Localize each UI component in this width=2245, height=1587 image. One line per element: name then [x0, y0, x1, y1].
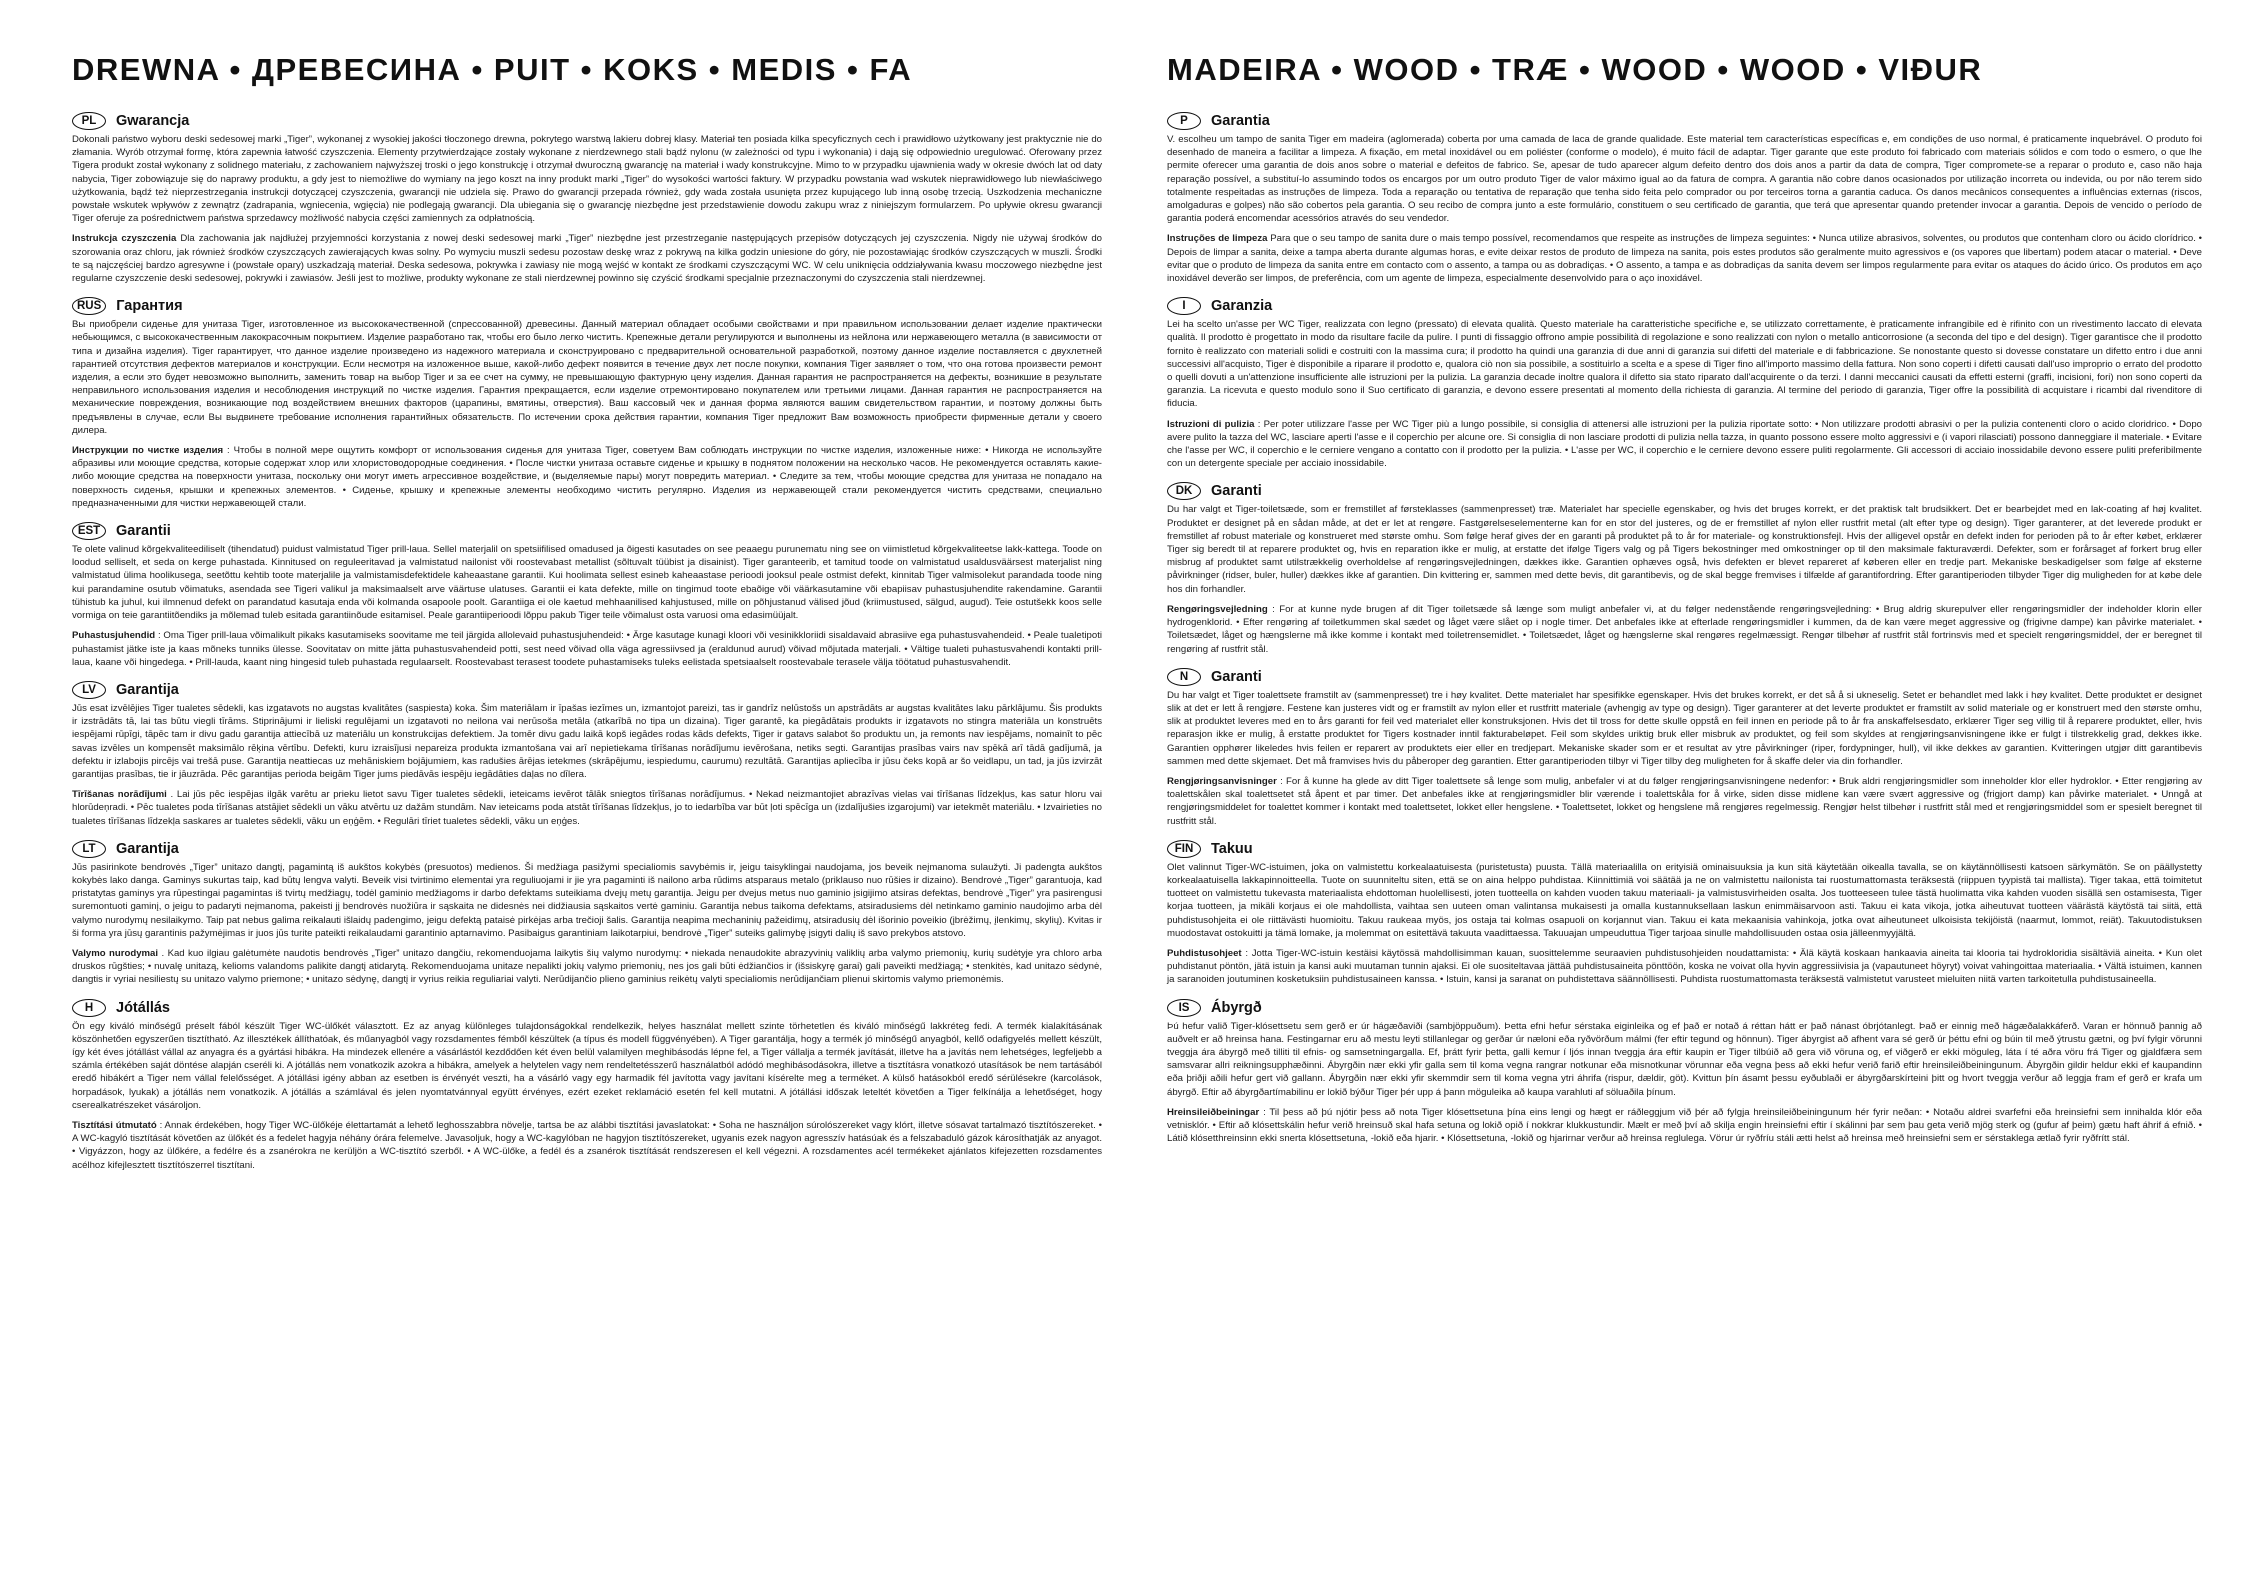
language-code-badge: I [1167, 297, 1201, 315]
warranty-text: Lei ha scelto un'asse per WC Tiger, realizzata con legno (pressato) di elevata qualità. Questo materiale ha caratteristiche specifiche e, se utilizzato correttamente, è praticamente infrangibile ed è rifinito con un rivestimento laccato di elevata qualità. Il prodotto è progettato in modo da risultare facile da pulire. I punti di fissaggio offrono ampie possibilità di regolazione e sono realizzati con nylon o metallo anticorrosione (a seconda del tipo e del design). Tiger garantisce che il prodotto fornito è realizzato con materiali solidi e costruiti con la massima cura; il prodotto ha quindi una garanzia di due anni di garanzia sui difetti del materiale e di fabbricazione. Se nonostante questo si dovesse constatare un difetto entro i due anni successivi all'acquisto, Tiger è disponibile a riparare il prodotto e, qualora ciò non sia possibile, a sostituirlo a scelta e a spese di Tiger fino all'importo massimo della fattura. Non sono coperti i difetti causati dall'uso improprio o errato del prodotto o quelli dovuti a un'attenzione insufficiente alle istruzioni per la pulizia. La garanzia decade inoltre qualora il difetto sia stato riparato dall'acquirente o da terzi. I danni meccanici causati da effetti esterni (graffi, incisioni, fori) non sono coperti da garanzia. La ricevuta e questo modulo sono il Suo certificato di garanzia, e devono essere presentati al momento della richiesta di garanzia. Al termine del periodo di garanzia, Tiger offre la possibilità di acquistare i ricambi dal rivenditore di fiducia. [1167, 319, 2202, 410]
warranty-section [72, 110, 1102, 285]
language-code-badge: H [72, 999, 106, 1017]
section-title: Garantia [1211, 113, 1270, 129]
cleaning-text: : For at kunne nyde brugen af dit Tiger toiletsæde så længe som muligt anbefaler vi, at du følger nedenstående rengøringsvejledning: • Brug aldrig skurepulver eller rengøringsmidler der indeholder klorin eller hydrogenklorid. • Efter rengøring af toiletkummen skal sædet og låget være slået op i nogle timer. Det anbefales ikke at efterlade rengøringsmidler i kummen, da de kan være meget aggressive og (frigivne dampe) kan påvirke materialet. • Toiletsædet, låget og hængslerne må ikke komme i kontakt med toiletrensemidlet. • Toiletsædet, låget og hængslerne skal rengøres regelmæssigt. Rengør tilbehør af rustfrit stål fortrinsvis med et specielt rengøringsmiddel, der er beregnet til rengøring af rustfrit stål. [1167, 603, 2202, 655]
cleaning-paragraph [1167, 418, 2202, 471]
cleaning-label: Istruzioni di pulizia [1167, 418, 1255, 430]
cleaning-label: Instruções de limpeza [1167, 233, 1268, 245]
section-title: Garanti [1211, 668, 1262, 685]
section-header [1167, 997, 2202, 1019]
cleaning-label: Puhdistusohjeet [1167, 947, 1242, 959]
warranty-text: Jūs pasirinkote bendrovės „Tiger” unitazo dangtį, pagamintą iš aukštos kokybės (presuotos) medienos. Ši medžiaga pasižymi specialiomis savybėmis ir, jeigu taisyklingai naudojama, jos beveik neįmanoma sulaužyti. Ji padengta aukštos kokybės lako danga. Gaminys sukurtas taip, kad būtų lengva valyti. Beveik visi tvirtinimo elementai yra reguliuojami ir jie yra pagaminti iš nailono arba rūdims atsparaus metalo (priklauso nuo rūšies ir dizaino). Bendrovė „Tiger” garantuoja, kad pristatytas gaminys yra rūpestingai pagamintas iš tvirtų medžiagų, todėl gaminio medžiagoms ir darbo defektams suteikiama dvejų metų garantija. Jeigu per dvejus metus nuo gaminio įsigijimo atsiras defektas, bendrovė „Tiger” yra pasirengusi suremontuoti gaminį, o jeigu to padaryti neįmanoma, pakeisti jį bendrovės nuožiūra ir sąskaita ne didesnės nei didžiausia sąskaitos vertė gaminiu. Garantija nebus taikoma defektams, atsiradusiems dėl netinkamo gaminio naudojimo arba dėl valymo nurodymų nesilaikymo. Taip pat nebus galima reikalauti išlaidų padengimo, jeigu defektą pataisė pirkėjas arba trečioji šalis. Garantija neapima mechaninių pažeidimų, atsiradusių dėl išorinio poveikio (įbrėžimų, įlenkimų, skylių). Kvitas ir ši forma yra jūsų garantinis pažymėjimas ir juos jūs turite pateikti reikalaudami garantinio aptarnavimo. Pasibaigus garantiniam laikotarpiui, bendrovė „Tiger” suteiks galimybę įsigyti dalių iš savo prekybos atstovo. [72, 861, 1102, 939]
warranty-text: Jūs esat izvēlējies Tiger tualetes sēdekli, kas izgatavots no augstas kvalitātes (saspiesta) koka. Šim materiālam ir īpašas iezīmes un, izmantojot pareizi, tas ir gandrīz nelūstošs un apstrādāts ar augstas kvalitātes laku pārklājumu. Šis produkts ir izstrādāts tā, lai tas būtu viegli tīrāms. Stiprinājumi ir lieliski regulējami un izgatavoti no neilona vai nerūsoša metāla (atkarībā no tipa un dizaina). Tiger garantē, ka piegādātais produkts ir izgatavots no stingra materiāla un konstruēts iespējami rūpīgi, tāpēc tam ir divu gadu garantija attiecībā uz materiālu un konstrukcijas defektiem. Ja tomēr divu gadu laikā kopš iegādes rodas kāds defekts, Tiger ir gatavs salabot šo produktu un, ja remonts nav iespējams, nomainīt to pēc savas izvēles un kompensēt maksimālo rēķina vērtību. Defekti, kuru izraisījusi nepareiza produkta izmantošana vai arī nepietiekama tīrīšanas norādījumu ievērošana, netiks segti. Garantijas prasības vairs nav spēkā arī tādā gadījumā, ja defektu ir izlabojis pircējs vai trešā puse. Garantija neattiecas uz mehāniskiem bojājumiem, kas radušies ārējas ietekmes (skrāpējumu, iespiedumu, caurumu) rezultātā. Garantijas apliecība ir jūsu čeks kopā ar šo veidlapu, un tad, ja jūs izvirzāt garantijas prasības, tie ir jāuzrāda. Pēc garantijas perioda beigām Tiger jums piedāvās iespēju iegādāties daļas no dīlera. [72, 702, 1102, 780]
warranty-section [72, 838, 1102, 987]
warranty-text: Dokonali państwo wyboru deski sedesowej marki „Tiger”, wykonanej z wysokiej jakości tłoczonego drewna, pokrytego warstwą lakieru dobrej klasy. Materiał ten posiada kilka specyficznych cech i prawidłowo użytkowany jest praktycznie nie do złamania. Wyrób otrzymał formę, która zapewnia łatwość czyszczenia. Elementy przytwierdzające zostały wykonane z nierdzewnego stali bądź nylonu (w zależności od typu i wykonania) i dają się odpowiednio uregulować. Oferowany przez Tigera produkt został wykonany z solidnego materiału, z zachowaniem najwyższej troski o jego konstrukcję i otrzymał dwuroczną gwarancję na materiał i wady konstrukcyjne. Mimo to w przypadku ujawnienia wady w okresie dwóch lat od daty nabycia, Tiger zobowiązuje się do naprawy produktu, a gdy jest to niemożliwe do wymiany na jego koszt na inny produkt marki „Tiger” do wysokości wartości faktury. W przypadku powstania wad wskutek nieprawidłowego lub niewłaściwego użytkowania, bądź też nieprzestrzegania instrukcji dotyczącej czyszczenia, gwarancji nie udziela się. Prawo do gwarancji przepada również, gdy wada została usunięta przez kupującego lub inną osobę trzecią. Uszkodzenia mechaniczne powstałe wskutek wpływów z zewnątrz (zadrapania, wgniecenia, wgięcia) nie podlegają gwarancji. Dla ubiegania się o gwarancję niezbędne jest przedstawienie dowodu zakupu wraz z niniejszym formularzem. Po upływie okresu gwarancji Tiger oferuje za pośrednictwem państwa sprzedawcy możliwość nabycia części zamiennych za odpłatnością. [72, 134, 1102, 225]
language-code-badge: PL [72, 112, 106, 130]
section-title: Garantii [116, 523, 171, 540]
cleaning-text: : Oma Tiger prill-laua võimalikult pikaks kasutamiseks soovitame me teil järgida allolevaid puhastusjuhendeid: • Ärge kasutage kunagi kloori või vesinikkloriidi sisaldavaid abrasiive ega puhastusvahendeid. • Peale tualetipoti puhastamist jätke iste ja kaas mõneks tunniks ülesse. Soovitatav on mitte jätta puhastusvahendeid potti, sest need võivad olla väga agressiivsed ja (eraldunud aurud) võivad mõjutada materjali. • Vältige tualeti puhastusvahendi kontakti prill-laua, kaane või hingedega. • Prill-lauda, kaant ning hingesid tuleb puhastada regulaarselt. Roostevabast terasest toodete puhastamiseks tuleks eelistada spetsiaalselt roostevabale terasele välja töötatud puhastusvahendit. [72, 630, 1102, 668]
section-title: Ábyrgð [1211, 999, 1262, 1016]
cleaning-text: : Чтобы в полной мере ощутить комфорт от использования сиденья для унитаза Tiger, советуем Вам соблюдать инструкции по чистке изделия, изложенные ниже: • Никогда не используйте абразивы или моющие средства, которые содержат хлор или хлористоводородные соединения. • После чистки унитаза оставьте сиденье и крышку в поднятом положении на несколько часов. Не рекомендуется оставлять какие-либо моющие средства на поверхности унитаза, поскольку они могут иметь агрессивное воздействие, и (выделяемые пары) могут повредить материал. • Следите за тем, чтобы моющие средства для унитаза не попадало на поверхность сиденья, крышки и крепежных элементов. • Сиденье, крышку и крепежные элементы необходимо чистить регулярно. Изделия из нержавеющей стали рекомендуется чистить средствами, специально предназначенными для чистки нержавеющей стали. [72, 445, 1102, 509]
warranty-text: Olet valinnut Tiger-WC-istuimen, joka on valmistettu korkealaatuisesta (puristetusta) puusta. Tällä materiaalilla on erityisiä ominaisuuksia ja kun sitä käytetään oikealla tavalla, se on käytännöllisesti katsoen särkymätön. Se on päällystetty korkealaatuisella lakkapinnoitteella. Tuote on suunniteltu siten, että se on aina helppo puhdistaa. Kiinnittimiä voi säätää ja ne on valmistettu nailonista tai ruostumattomasta teräksestä (riippuen tyypistä tai mallista). Tiger takaa, että toimitetut tuotteet on valmistettu tukevasta materiaalista ehdottoman huolellisesti, joten tuotteella on kahden vuoden takuu materiaali- ja valmistusvirheiden osalta. Jos tuotteeseen tulee tästä huolimatta vika kahden vuoden sisällä sen ostamisesta, Tiger korjaa tuotteen, ja mikäli korjaus ei ole mahdollista, vaihtaa sen uuteen oman valintansa mukaisesti ja omalla kustannuksellaan laskun enimmäisarvoon asti. Takuu ei kata vikoja, jotka aiheutuvat tuotteen väärästä käytöstä tai siitä, että puhdistusohjeita ei ole riittävästi huomioitu. Takuu raukeaa myös, jos ostaja tai kolmas osapuoli on korjannut vian. Takuu ei kata mekaanisia vahinkoja, jotka ovat aiheutuneet ulkoisista tekijöistä (naarmut, lommot, reiät). Takuutodistuksen muodostavat ostokuitti ja tämä lomake, ja molemmat on esitettävä takuuta vaadittaessa. Takuuajan umpeuduttua Tiger tarjoaa sinulle mahdollisuuden ostaa osia jälleenmyyjältä. [1167, 861, 2202, 939]
language-code-badge: LT [72, 840, 106, 858]
cleaning-paragraph [72, 232, 1102, 285]
section-title: Jótállás [116, 999, 170, 1016]
section-title: Garantija [116, 681, 179, 698]
section-title: Гарантия [116, 298, 183, 315]
cleaning-paragraph [72, 947, 1102, 987]
section-header [1167, 295, 2202, 317]
section-header [72, 838, 1102, 860]
section-header [1167, 666, 2202, 688]
cleaning-label: Tisztítási útmutató [72, 1119, 157, 1131]
cleaning-label: Puhastusjuhendid [72, 630, 156, 642]
cleaning-paragraph [72, 444, 1102, 510]
language-code-badge: FIN [1167, 840, 1201, 858]
cleaning-label: Valymo nurodymai [72, 947, 159, 959]
cleaning-text: : For å kunne ha glede av ditt Tiger toalettsete så lenge som mulig, anbefaler vi at du følger rengjøringsanvisningene nedenfor: • Bruk aldri rengjøringsmidler som inneholder klor eller hydroklor. • Etter rengjøring av toalettskålen skal toalettsetet stå åpent et par timer. Det anbefales ikke at rengjøringsmidler blir værende i toalettskåla for å virke, siden disse midlene kan være svært aggressive og (frigjort damp) kan påvirke materialet. • Unngå at rengjøringsmiddelet for toalettet kommer i kontakt med toalettsetet, lokket eller hengslene. • Toalettsetet, lokket og hengslene må rengjøres regelmessig. Rengjør helst tilbehør i rustfritt stål med et rengjøringsmiddel som er spesielt beregnet til rustfritt stål. [1167, 775, 2203, 827]
cleaning-text: : Jotta Tiger-WC-istuin kestäisi käytössä mahdollisimman kauan, suosittelemme seuraavien puhdistusohjeiden noudattamista: • Älä käytä koskaan hankaavia aineita tai klooria tai hydrokloridia sisältäviä aineita. • Kun olet puhdistanut pöntön, jätä istuin ja kansi auki muutaman tunnin ajaksi. Ei ole suositeltavaa jättää puhdistusaineita pönttöön, koska ne voivat olla hyvin aggressiivisia ja (vapautuneet höyryt) voivat vahingoittaa materiaalia. • Vältä istuimen, kannen ja saranoiden joutuminen kosketuksiin puhdistusaineen kanssa. • Istuin, kansi ja saranat on puhdistettava säännöllisesti. Puhdista ruostumattomasta teräksestä valmistetut varusteet mieluiten niitä varten tarkoitetulla puhdistusaineella. [1167, 947, 2202, 986]
section-title: Garantija [116, 840, 179, 857]
section-header [1167, 110, 2202, 132]
left-column [72, 52, 1102, 1182]
cleaning-paragraph [1167, 1106, 2202, 1146]
cleaning-paragraph [72, 1119, 1102, 1172]
language-code-badge: IS [1167, 999, 1201, 1017]
language-code-badge: EST [72, 522, 106, 540]
cleaning-text: : Annak érdekében, hogy Tiger WC-ülőkéje élettartamát a lehető leghosszabbra növelje, tartsa be az alábbi tisztítási javaslatokat: • Soha ne használjon súrolószereket vagy klórt, illetve sósavat tartalmazó tisztítószereket. • A WC-kagyló tisztítását követően az ülőkét és a fedelet hagyja néhány órára felemelve. Javasoljuk, hogy a WC-kagylóban ne hagyjon tisztítószereket, ugyanis ezek nagyon agresszív hatásúak és a felszabaduló gázok károsíthatják az anyagot. • Vigyázzon, hogy az ülőkére, a fedélre és a zsanérokra ne kerüljön a WC-tisztító szerből. • A WC-ülőke, a fedél és a zsanérok tisztítását rendszeresen el kell végezni. A rozsdamentes acél termékeket ajánlatos kifejezetten rozsdamentes acélhoz kifejlesztett tisztítószerrel tisztítani. [72, 1119, 1103, 1171]
warranty-section [1167, 295, 2202, 470]
warranty-section [72, 679, 1102, 828]
section-title: Garanzia [1211, 298, 1273, 315]
cleaning-label: Rengøringsvejledning [1167, 603, 1268, 615]
cleaning-text: Para que o seu tampo de sanita dure o mais tempo possível, recomendamos que respeite as instruções de limpeza seguintes: • Nunca utilize abrasivos, solventes, ou produtos que contenham cloro ou ácido clorídrico. • Depois de limpar a sanita, deixe a tampa aberta durante algumas horas, e evite deixar restos de produto de limpeza na sanita, pois estes produtos são geralmente muito agressivos e (os vapores que libertam) podem atacar o material. • Deve evitar que o produto de limpeza da sanita entre em contacto com o assento, a tampa ou as dobradiças. • O assento, a tampa e as dobradiças da sanita devem ser limpos regularmente para evitar os ataques do ácido úrico. Os produtos em aço inoxidável deverão ser limpos, de preferência, com um agente de limpeza, especialmente desenvolvido para o aço inoxidável. [1167, 233, 2203, 285]
warranty-text: Du har valgt et Tiger toalettsete framstilt av (sammenpresset) tre i høy kvalitet. Dette materialet har spesifikke egenskaper. Hvis det brukes korrekt, er det så å si ukneselig. Setet er behandlet med lakk i høy kvalitet. Dette produktet er designet slik at det er lett å rengjøre. Festene kan justeres vidt og er framstilt av nylon eller et rustfritt materiale (avhengig av type og design). Tiger garanterer at det leverte produktet er framstilt av solid materiale og er konstruert med den største omhu, slik at produktet leveres med en to års garanti for feil ved materialet eller konstruksjonen. Hvis det til tross for dette skulle oppstå en feil innen en periode på to år fra anskaffelsesdato, erklærer Tiger seg villig til å reparere produktet, eller, hvis reparasjon ikke er mulig, å erstatte produktet for Tigers kostnader inntil fakturabeløpet. Feil som skyldes uriktig bruk eller misbruk av produktet, og feil som skyldes at rengjøringsanvisningene ikke er fulgt i tilstrekkelig grad, dekkes ikke. Garantien opphører likeledes hvis feilen er reparert av produktets eier eller en tredjepart. Mekaniske skader som er et resultat av ytre påvirkninger (riper, fordypninger, hull), vil ikke dekkes av garantien. Kvitteringen utgjør ditt garantibevis sammen med dette skjemaet. Det må framvises hvis du påberoper deg garantien. Etter garantiperioden tilbyr vi Tiger tilby deg muligheten for å skaffe deler via din forhandler. [1167, 689, 2202, 767]
section-title: Gwarancja [116, 113, 190, 129]
cleaning-paragraph [1167, 947, 2202, 987]
left-sections [72, 110, 1102, 1172]
right-column [1167, 52, 2202, 1155]
section-header [72, 295, 1102, 317]
cleaning-label: Hreinsileiðbeiningar [1167, 1106, 1260, 1118]
cleaning-text: : Per poter utilizzare l'asse per WC Tiger più a lungo possibile, si consiglia di attenersi alle istruzioni per la pulizia riportate sotto: • Non utilizzare prodotti abrasivi o per la pulizia contenenti cloro o acido cloridrico. • Dopo avere pulito la tazza del WC, lasciare aperti l'asse e il coperchio per alcune ore. Si consiglia di non lasciare prodotti di pulizia nella tazza, in quanto possono essere molto aggressivi e (i vapori rilasciati) possono danneggiare il materiale. • Evitare che l'asse per WC, il coperchio e le cerniere vengano a contatto con il prodotto per la pulizia. • L'asse per WC, il coperchio e le cerniere devono essere puliti regolarmente. Gli accessori di acciaio inossidabile devono essere puliti preferibilmente con un detergente speciale per acciaio inossidabile. [1167, 418, 2203, 470]
cleaning-paragraph [72, 788, 1102, 828]
right-sections [1167, 110, 2202, 1145]
cleaning-label: Instrukcja czyszczenia [72, 233, 177, 245]
warranty-text: Þú hefur valið Tiger-klósettsetu sem gerð er úr hágæðaviði (sambjöppuðum). Þetta efni hefur sérstaka eiginleika og ef það er notað á réttan hátt er það nánast óbrjótanlegt. Það er einnig með hágæðalakkáferð. Varan er hönnuð þannig að auðvelt er að hreinsa hana. Festingarnar eru að mestu leyti stillanlegar og gerðar úr næloni eða ryðvörðum málmi (fer eftir tegund og hönnun). Tiger ábyrgist að afhent vara sé gerð úr þéttu efni og búin til með ýtrustu gætni, og því fylgir vörunni tveggja ára ábyrgð með tilliti til efnis- og samsetningargalla. Ef, þrátt fyrir þetta, galli kemur í ljós innan tveggja ára eftir kaupin er Tiger tilbúið að gera við vöruna og, ef viðgerð er ekki möguleg, láta í té aðra vöru frá Tiger og gjaldfæra sem samsvarar allri reikningsupphæðinni. Ábyrgðin nær ekki yfir galla sem til koma vegna rangrar notkunar eða misnotkunar vörunnar eða vegna þess að ekki hefur verið farið eftir hreinsileiðbeiningunum. Ábyrgðin gildir heldur ekki ef kaupandinn eða þriðji aðili hefur gert við gallann. Ábyrgðin nær ekki yfir skemmdir sem til koma vegna ytri áhrifa (rispur, dældir, göt). Kvittun þín ásamt þessu eyðublaði er ábyrgðarskírteini þitt og hvort tveggja verður að leggja fram ef gerð er krafa um ábyrgð. Eftir að ábyrgðartímabilinu er lokið býður Tiger þér upp á þann möguleika að kaupa varahluti af söluaðila þínum. [1167, 1020, 2202, 1098]
language-code-badge: DK [1167, 482, 1201, 500]
cleaning-paragraph [1167, 775, 2202, 828]
cleaning-paragraph [1167, 232, 2202, 285]
right-heading: MADEIRA • WOOD • TRÆ • WOOD • WOOD • VIÐUR [1167, 52, 1983, 87]
cleaning-text: . Kad kuo ilgiau galėtumėte naudotis bendrovės „Tiger” unitazo dangčiu, rekomenduojama laikytis šių valymo nurodymų: • niekada nenaudokite abrazyvinių valiklių arba valymo priemonių, kurių sudėtyje yra chloro arba druskos rūgšties; • nuvalę unitazą, kelioms valandoms palikite dangtį atidarytą. Rekomenduojama unitaze nepalikti jokių valymo priemonių, nes jos gali būti ėdžiančios ir (išsiskyrę garai) gali paveikti medžiagą; • stenkitės, kad unitazo sėdynė, dangtis ir vyriai nesiliestų su unitazo valymo priemone; • unitazo sėdynę, dangtį ir vyrius reikia reguliariai valyti. Nerūdijančio plieno gaminius reikėtų valyti specialiomis nerūdijančiam plienui skirtomis valymo priemonėmis. [72, 947, 1102, 986]
language-code-badge: P [1167, 112, 1201, 130]
cleaning-paragraph [72, 629, 1102, 669]
cleaning-paragraph [1167, 603, 2202, 656]
warranty-section [1167, 997, 2202, 1146]
cleaning-label: Tīrīšanas norādījumi [72, 789, 167, 801]
cleaning-text: : Til þess að þú njótir þess að nota Tiger klósettsetuna þína eins lengi og hægt er ráðleggjum við þér að fylgja hreinsileiðbeiningunum hér fyrir neðan: • Notaðu aldrei svarfefni eða hreinsiefni sem innihalda klór eða vetnisklór. • Eftir að klósettskálin hefur verið hreinsuð skal hafa setuna og lokið opið í nokkrar klukkustundir. Mælt er með því að skilja engin hreinsiefni eftir í skálinni þar sem þau geta verið mjög sterk og (gufur af þeim) gætu haft áhrif á efnið. • Látið klósetthreinsinn ekki snerta klósettsetuna, -lokið eða hjarir. • Klósettsetuna, -lokið og hjarirnar verður að hreinsa reglulega. Vörur úr ryðfríu stáli ætti helst að hreinsa með hreinsiefni sem er sérstaklega ætlað fyrir ryðfrítt stál. [1167, 1106, 2202, 1145]
warranty-section [1167, 480, 2202, 655]
warranty-text: Вы приобрели сиденье для унитаза Tiger, изготовленное из высококачественной (спрессованной) древесины. Данный материал обладает особыми свойствами и при правильном использовании делает изделие практически небьющимся, с высококачественным лакокрасочным покрытием. Изделие разработано так, чтобы его было легко чистить. Крепежные детали регулируются и выполнены из нейлона или нержавеющего металла (в зависимости от типа и дизайна изделия). Tiger гарантирует, что данное изделие произведено из надежного материала и сконструировано с предварительной основательной разработкой, поэтому данное изделие поставляется с двухлетней гарантией отсутствия дефектов материалов и конструкции. Если несмотря на изложенное выше, какой-либо дефект появится в течение двух лет после покупки, компания Tiger заявляет о том, что она готова произвести ремонт изделия, а если это будет невозможно выполнить, заменить товар на выбор Tiger и за ее счет на сумму, не превышающую фактурную цену изделия. Данная гарантия не распространяется на дефекты, возникшие в результате неправильного использования изделия и несоблюдения инструкций по чистке изделия. Гарантия прекращается, если изделие отремонтировано покупателем или третьими лицами. Данная гарантия не распространяется на механические повреждения, возникающие под воздействием внешних факторов (царапины, вмятины, отверстия). Ваш кассовый чек и данная форма являются вашим свидетельством гарантии, и поэтому должны быть предъявлены в случае, если Вы выдвинете требование исполнения гарантийных обязательств. По истечении срока действия гарантии, компания Tiger предложит Вам возможность приобрести фирменные детали у своего дилера. [72, 319, 1102, 436]
section-header [72, 997, 1102, 1019]
cleaning-label: Rengjøringsanvisninger [1167, 775, 1277, 787]
section-header [72, 679, 1102, 701]
cleaning-label: Инструкции по чистке изделия [72, 445, 224, 457]
warranty-section [72, 295, 1102, 510]
section-header [72, 520, 1102, 542]
warranty-section [1167, 666, 2202, 828]
warranty-section [1167, 110, 2202, 285]
warranty-section [72, 997, 1102, 1172]
section-header [72, 110, 1102, 132]
warranty-section [1167, 838, 2202, 987]
warranty-text: Du har valgt et Tiger-toiletsæde, som er fremstillet af førsteklasses (sammenpresset) træ. Materialet har specielle egenskaber, og hvis det bruges korrekt, er det praktisk talt brudsikkert. Det er bearbejdet med en lak-coating af høj kvalitet. Produktet er designet på en sådan måde, at det er let at rengøre. Fastgørelseselementerne kan for en stor del justeres, og de er fremstillet af nylon eller rustfrit metal (alt efter type og design). Tiger garanterer, at det leverede produkt er fremstillet af robust materiale og konstrueret med største omhu. Som følge heraf gives der en garanti på produktet på to år for materiale- og konstruktionsfejl. Hvis der alligevel opstår en defekt inden for perioden på to år efter købet, erklærer Tiger sig beredt til at reparere produktet og, hvis en reparation ikke er mulig, at erstatte det ifølge Tigers valg og på Tigers bekostninger med omkostninger op til den maksimale fakturaværdi. Defekter, som er forårsaget af forkert brug eller misbrug af produktet samt utilstrækkelig overholdelse af rengøringsvejledningen, dækkes ikke. Garantien ophæves også, hvis defekten er blevet repareret af køberen eller en tredje part. Mekaniske beskadigelser som følge af eksterne påvirkninger (ridser, buler, huller) dækkes ikke af garantien. Din kvittering er, sammen med dette bevis, dit garantibevis, og de skal begge fremvises i tilfælde af garantifordring. Efter garantiperioden tilbyder Tiger dig muligheden for at købe dele hos din forhandler. [1167, 504, 2202, 595]
cleaning-text: . Lai jūs pēc iespējas ilgāk varētu ar prieku lietot savu Tiger tualetes sēdekli, ieteicams ievērot tālāk sniegtos tīrīšanas norādījumus. • Nekad neizmantojiet abrazīvas vielas vai tīrīšanas līdzekļus, kas satur hloru vai hlorūdeņradi. • Pēc tualetes poda tīrīšanas atstājiet sēdekli un vāku atvērtu uz dažām stundām. Nav ieteicams poda atstāt tīrīšanas līdzekļus, jo to iedarbība var būt ļoti spēcīga un (izdalījušies izgarojumi) var ietekmēt materiālu. • Izvairieties no tualetes tīrīšanas līdzekļa saskares ar tualetes sēdekli, vāku un eņģēm. • Regulāri tīriet tualetes sēdekli, vāku un eņģes. [72, 789, 1102, 827]
language-code-badge: RUS [72, 297, 106, 315]
language-code-badge: N [1167, 668, 1201, 686]
cleaning-text: Dla zachowania jak najdłużej przyjemności korzystania z nowej deski sedesowej marki „Tiger” niezbędne jest przestrzeganie następujących przepisów dotyczących jej czyszczenia. Nigdy nie używaj środków do szorowania oraz chloru, jak również środków czyszczących zawierających kwas solny. Po wymyciu muszli sedesu pozostaw deskę wraz z pokrywą na kilka godzin uniesione do góry, nie pozostawiając środków czyszczących w muszli. Środki te są najczęściej bardzo agresywne i (powstałe opary) uszkadzają materiał. Deska sedesowa, pokrywka i zawiasy nie mogą wejść w kontakt ze środkami czyszczącymi WC. W celu uniknięcia oddziaływania kwasu moczowego niezbędne jest regularne czyszczenie deski sedesowej, pokrywki i zawiasów. Jeśli jest to możliwe, produkty wykonane ze stali nierdzewnej powinno się czyścić środkami specjalnie przeznaczonymi do czyszczenia stali nierdzewnej. [72, 233, 1102, 285]
left-heading: DREWNA • ДРЕВЕСИНА • PUIT • KOKS • MEDIS • FA [72, 52, 913, 87]
warranty-text: V. escolheu um tampo de sanita Tiger em madeira (aglomerada) coberta por uma camada de laca de grande qualidade. Este material tem características específicas e, em condições de uso normal, é praticamente inquebrável. O produto foi desenhado de maneira a facilitar a limpeza. A fixação, em metal inoxidável ou em poliéster (conforme o modelo), é muito fácil de adaptar. Tiger garante que este produto foi fabricado com materiais sólidos e com todo o esmero, o que lhe permite oferecer uma garantia de dois anos sobre o material e defeitos de fabrico. Se, apesar de tudo aparecer algum defeito dentro dos dois anos a partir da data de compra, Tiger compromete-se a reparar o produto e, caso não haja reparação possível, a substituí-lo assumindo todos os encargos por um outro produto Tiger de valor máximo igual ao da fatura de compra. A garantia não cobre danos ocasionados por utilização incorreta ou indevida, ou por não terem sido totalmente respeitadas as instruções de limpeza. Toda a reparação ou tentativa de reparação que tenha sido feita pelo comprador ou por terceiros torna a garantia caduca. Os danos mecânicos consequentes a influências externas (riscos, amolgaduras e golpes) não são cobertos pela garantia. O seu recibo de compra junto a este formulário, constituem o seu certificado de garantia, que terá que apresentar quando pretender invocar a garantia. Depois de vencido o período de garantia poderá encomendar acessórios através do seu vendedor. [1167, 134, 2202, 225]
section-header [1167, 480, 2202, 502]
warranty-text: Ön egy kiváló minőségű préselt fából készült Tiger WC-ülőkét választott. Ez az anyag különleges tulajdonságokkal rendelkezik, helyes használat mellett szinte törhetetlen és kiváló minőségű lakkréteg fedi. A termék kialakításának köszönhetően egyszerűen tisztítható. Az illesztékek állíthatóak, és műanyagból vagy rozsdamentes fémből készültek (a típus és modell függvényében). A Tiger garantálja, hogy a termék jó minőségű anyagból, kellő odafigyelés mellett készült, így két éves jótállást vállal az anyagra és a gyártási hibákra. Ha mindezek ellenére a vásárlástól kezdődően két éven belül valamilyen meghibásodás lépne fel, a Tiger vállalja a termék javítását, illetve ha a javítás nem lehetséges, legfeljebb a számla értékében saját döntése alapján cseréli ki. A jótállás nem vonatkozik azokra a hibákra, amelyek a helytelen vagy nem rendeltetésszerű használatból adódó meghibásodásokra, illetve a tisztításra vonatkozó utasítások be nem tartásából eredő hibákért a Tiger nem vállal felelősséget. A jótállási igény abban az esetben is érvényét veszti, ha a vásárló vagy egy harmadik fél javította vagy javítani kísérelte meg a terméket. A külső hatásokból eredő sérülésekre (karcolások, horpadások, lyukak) a jótállás nem vonatkozik. A jótállás a számlával és jelen nyomtatvánnyal együtt érvényes, ezért ezeket reklamáció esetén fel kell mutatni. A jótállási időszak leteltét követően a Tiger felkínálja a lehetőséget, hogy cserealkatrészeket vásároljon. [72, 1020, 1102, 1111]
section-title: Garanti [1211, 483, 1262, 500]
section-title: Takuu [1211, 840, 1253, 857]
warranty-section [72, 520, 1102, 669]
section-header [1167, 838, 2202, 860]
language-code-badge: LV [72, 681, 106, 699]
warranty-text: Te olete valinud kõrgekvaliteediliselt (tihendatud) puidust valmistatud Tiger prill-laua. Sellel materjalil on spetsiifilised omadused ja õigesti kasutades on see peaaegu purunematu ning see on viimistletud kõrgekvaliteetse lakk-kattega. Toode on loodud selliselt, et seda on kerge puhastada. Kinnitused on reguleeritavad ja valmistatud nailonist või roostevabast metallist (sõltuvalt tüübist ja disainist). Tiger garanteerib, et tamitud toode on valmistatud usaldusväärsest materjalist ning valmistatud ülima hoolikusega, seetõttu kehtib toote materjalile ja valmistamisdefektidele kaheaastane garantii. Kui hoolimata sellest esineb kaheaastase perioodi jooksul peale ostmist defekt, kinnitab Tiger valmisolekut parandada toode ning kui parandamine osutub võimatuks, asendada see Tigeri valikul ja maksimaalselt arve väärtuse ulatuses. Garantii ei kata defekte, mille on tingimud toote ebaõige või väärkasutamine või ebapiisav puhastusjuhendite rakendamine. Garantii tühistub ka juhul, kui ilmnenud defekt on parandatud kasutaja enda või kolmanda osapoole poolt. Garantiiga ei ole kaetud mehhaanilised kahjustused, mille on põhjustanud välised jõud (kriimustused, sälgud, augud). Teie ostutšekk koos selle vormiga on teie garantiitõendiks ja mõlemad tuleb esitada garantiinõude esitamisel. Peale garantiiperioodi lõppu pakub Tiger teile võimalust osta varuosi oma edasimüüjalt. [72, 544, 1102, 622]
